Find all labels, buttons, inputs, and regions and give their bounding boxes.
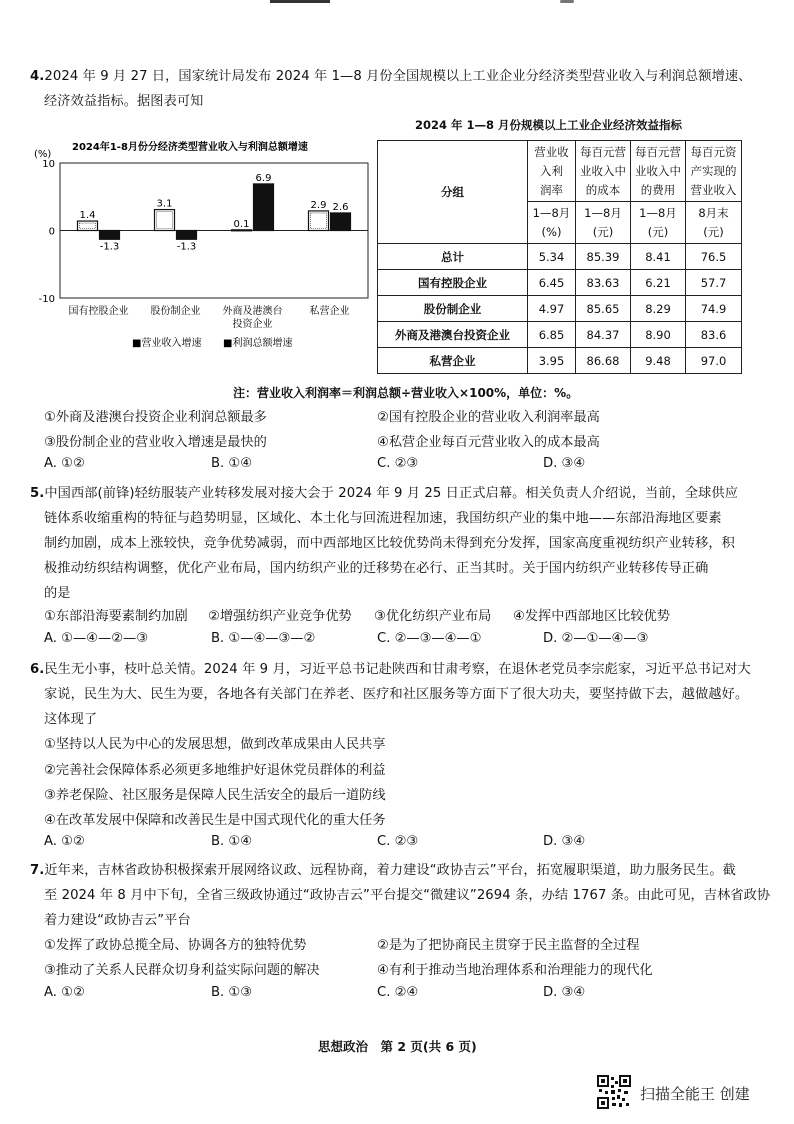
table-header-col2: 每百元营 业收入中 的成本 — [576, 141, 631, 202]
chart-data-label: 3.1 — [156, 198, 173, 210]
scan-artifact-top-right — [560, 0, 574, 3]
q7-item-1: ①发挥了政协总揽全局、协调各方的独特优势 — [44, 938, 307, 953]
q4-note: 注：营业收入利润率＝利润总额÷营业收入×100%，单位：%。 — [233, 386, 579, 400]
q7-option-c[interactable]: C. ②④ — [377, 985, 419, 1000]
q6-line: 家说，民生为大、民生为要，各地各有关部门在养老、医疗和社区服务等方面下了很大功夫，要坚持做下去，越做越好。 — [44, 687, 749, 702]
chart-title: 2024年1-8月份分经济类型营业收入与利润总额增速 — [72, 142, 308, 153]
q7-line: 至 2024 年 8 月中下旬，全省三级政协通过“政协吉云”平台提交“微建议”2694 条，办结 1767 条。由此可见，吉林省政协 — [44, 888, 771, 903]
chart-data-label: -1.3 — [99, 241, 120, 253]
chart-bar-revenue — [78, 221, 98, 230]
table-row: 股份制企业 4.97 85.65 8.29 74.9 — [378, 296, 742, 322]
chart-bar-profit — [254, 184, 274, 231]
q7-line: 近年来，吉林省政协积极探索开展网络议政、远程协商，着力建设“政协吉云”平台，拓宽履职渠道，助力服务民生。截 — [44, 863, 736, 878]
chart-ytick-label: -10 — [38, 294, 55, 305]
chart-data-label: 6.9 — [255, 172, 272, 184]
chart-bar-revenue — [309, 211, 329, 231]
q5-item-4: ④发挥中西部地区比较优势 — [513, 609, 670, 624]
q4-stem-line2: 经济效益指标。据图表可知 — [44, 94, 204, 109]
q4-item-2: ②国有控股企业的营业收入利润率最高 — [377, 410, 600, 425]
q4-chart — [28, 138, 373, 353]
table-row: 国有控股企业 6.45 83.63 6.21 57.7 — [378, 270, 742, 296]
chart-data-label: 1.4 — [79, 210, 96, 222]
table-unit-col3: 1—8月 (元) — [631, 202, 686, 244]
table-header-col4: 每百元资 产实现的 营业收入 — [686, 141, 742, 202]
chart-category-label: 外商及港澳台 — [222, 306, 283, 317]
q5-line: 中国西部(前锋)轻纺服装产业转移发展对接大会于 2024 年 9 月 25 日正式启幕。相关负责人介绍说，当前，全球供应 — [44, 486, 738, 501]
q6-option-a[interactable]: A. ①② — [44, 834, 85, 849]
table-header-group: 分组 — [378, 141, 528, 244]
chart-bar-profit — [177, 231, 197, 240]
q5-line: 制约加剧，成本上涨较快，竞争优势减弱，而中西部地区比较优势尚未得到充分发挥，国家高度重视纺织产业转移，积 — [44, 536, 735, 551]
scan-artifact-top — [270, 0, 330, 3]
chart-data-label: 0.1 — [233, 218, 250, 230]
q6-option-d[interactable]: D. ③④ — [543, 834, 586, 849]
chart-bar-profit — [100, 231, 120, 240]
q4-item-3: ③股份制企业的营业收入增速是最快的 — [44, 435, 267, 450]
growth-bar-chart — [28, 138, 373, 353]
q4-item-1: ①外商及港澳台投资企业利润总额最多 — [44, 410, 267, 425]
q5-item-3: ③优化纺织产业布局 — [374, 609, 492, 624]
q6-number: 6. — [30, 662, 45, 677]
q4-table-wrap — [377, 140, 742, 374]
q5-option-d[interactable]: D. ②—①—④—③ — [543, 631, 649, 646]
q7-item-2: ②是为了把协商民主贯穿于民主监督的全过程 — [377, 938, 640, 953]
page-footer: 思想政治 第 2 页(共 6 页) — [318, 1039, 477, 1054]
chart-category-label: 私营企业 — [309, 306, 350, 317]
q6-item-1: ①坚持以人民为中心的发展思想，做到改革成果由人民共享 — [44, 737, 386, 752]
q7-option-b[interactable]: B. ①③ — [211, 985, 253, 1000]
q4-item-4: ④私营企业每百元营业收入的成本最高 — [377, 435, 600, 450]
q5-stem — [30, 481, 775, 606]
q7-item-4: ④有利于推动当地治理体系和治理能力的现代化 — [377, 963, 653, 978]
chart-category-label: 国有控股企业 — [68, 306, 129, 317]
chart-legend-profit: ■利润总额增速 — [223, 338, 293, 349]
q4-number: 4. — [30, 69, 45, 84]
chart-data-label: 2.6 — [332, 201, 349, 213]
q7-item-3: ③推动了关系人民群众切身利益实际问题的解决 — [44, 963, 320, 978]
q4-stem-line1: 2024 年 9 月 27 日，国家统计局发布 2024 年 1—8 月份全国规模以上工业企业分经济类型营业收入与利润总额增速、 — [44, 69, 752, 84]
q6-line: 这体现了 — [44, 712, 98, 727]
table-unit-col1: 1—8月 (%) — [528, 202, 576, 244]
q5-option-a[interactable]: A. ①—④—②—③ — [44, 631, 149, 646]
q5-item-1: ①东部沿海要素制约加剧 — [44, 609, 188, 624]
chart-category-label: 股份制企业 — [150, 306, 201, 317]
q5-number: 5. — [30, 486, 45, 501]
chart-bar-revenue — [155, 210, 175, 231]
q5-option-c[interactable]: C. ②—③—④—① — [377, 631, 482, 646]
chart-ylabel: (%) — [34, 149, 52, 160]
q6-line: 民生无小事，枝叶总关情。2024 年 9 月，习近平总书记赴陕西和甘肃考察，在退休老党员李宗彪家，习近平总书记对大 — [44, 662, 751, 677]
q5-line: 链体系收缩重构的特征与趋势明显，区域化、本土化与回流进程加速，我国纺织产业的集中地——东部沿海地区要素 — [44, 511, 722, 526]
table-row: 总计 5.34 85.39 8.41 76.5 — [378, 244, 742, 270]
q7-option-d[interactable]: D. ③④ — [543, 985, 586, 1000]
chart-ytick-label: 10 — [42, 159, 55, 170]
q6-stem — [30, 657, 775, 732]
chart-data-label: -1.3 — [176, 241, 197, 253]
q6-item-3: ③养老保险、社区服务是保障人民生活安全的最后一道防线 — [44, 788, 386, 803]
efficiency-table — [377, 140, 742, 374]
table-row: 私营企业 3.95 86.68 9.48 97.0 — [378, 348, 742, 374]
qr-code-icon — [597, 1075, 631, 1109]
q7-number: 7. — [30, 863, 45, 878]
q7-stem — [30, 858, 775, 933]
q7-option-a[interactable]: A. ①② — [44, 985, 85, 1000]
table-header-col3: 每百元营 业收入中 的费用 — [631, 141, 686, 202]
chart-ytick-label: 0 — [48, 226, 55, 238]
q7-line: 着力建设“政协吉云”平台 — [44, 913, 191, 928]
q6-option-b[interactable]: B. ①④ — [211, 834, 253, 849]
q6-item-4: ④在改革发展中保障和改善民生是中国式现代化的重大任务 — [44, 813, 386, 828]
chart-legend-revenue: ■营业收入增速 — [132, 338, 202, 349]
table-unit-col2: 1—8月 (元) — [576, 202, 631, 244]
chart-bar-profit — [331, 213, 351, 231]
table-row: 外商及港澳台投资企业 6.85 84.37 8.90 83.6 — [378, 322, 742, 348]
q4-option-c[interactable]: C. ②③ — [377, 456, 419, 471]
scanner-watermark: 扫描全能王 创建 — [640, 1085, 750, 1103]
q4-option-a[interactable]: A. ①② — [44, 456, 85, 471]
q4-option-b[interactable]: B. ①④ — [211, 456, 253, 471]
q6-option-c[interactable]: C. ②③ — [377, 834, 419, 849]
table-unit-col4: 8月末 (元) — [686, 202, 742, 244]
chart-category-label: 投资企业 — [232, 319, 273, 330]
q6-item-2: ②完善社会保障体系必须更多地维护好退休党员群体的利益 — [44, 763, 386, 778]
q4-table-title: 2024 年 1—8 月份规模以上工业企业经济效益指标 — [415, 118, 683, 132]
table-header-col1: 营业收 入利 润率 — [528, 141, 576, 202]
q5-item-2: ②增强纺织产业竞争优势 — [208, 609, 352, 624]
q4-option-d[interactable]: D. ③④ — [543, 456, 586, 471]
q5-line: 极推动纺织结构调整，优化产业布局，国内纺织产业的迁移势在必行、正当其时。关于国内纺织产业转移传导正确 — [44, 561, 709, 576]
q5-line: 的是 — [44, 586, 71, 601]
chart-data-label: 2.9 — [310, 199, 327, 211]
q4-stem — [30, 64, 770, 114]
q5-option-b[interactable]: B. ①—④—③—② — [211, 631, 316, 646]
chart-bar-revenue — [232, 230, 252, 231]
